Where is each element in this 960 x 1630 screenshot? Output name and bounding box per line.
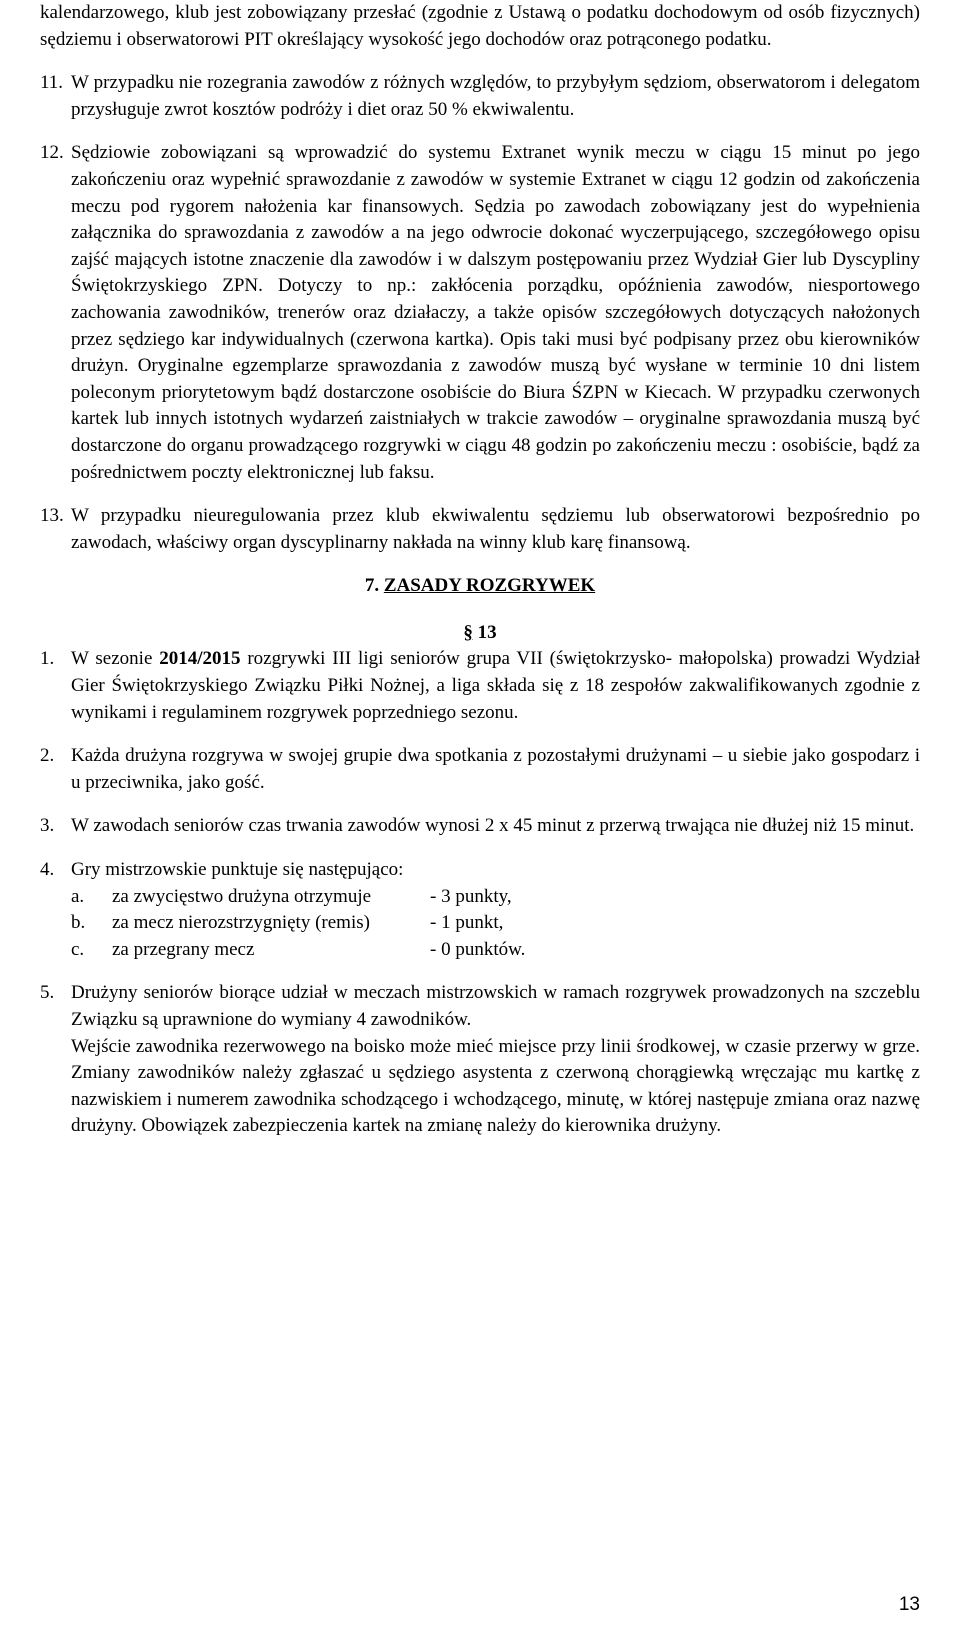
points-row (71, 910, 525, 937)
paragraph-symbol: § (463, 621, 473, 643)
points-description: za przegrany mecz (112, 938, 255, 960)
item-number: 1. (40, 648, 55, 670)
list-item-12 (40, 140, 920, 486)
paragraph-mark (40, 620, 920, 647)
item-text-post: rozgrywki III ligi seniorów grupa VII (świętokrzysko- małopolska) prowadzi Wydział Gier Świętokrzyskiego Związku Piłki Nożnej, a liga składa się z 18 zespołów zakwalifikowanych zgodnie z wynikami i regulaminem rozgrywek poprzedniego sezonu. (71, 648, 920, 723)
item-number: 4. (40, 859, 55, 881)
item-number: 12. (40, 142, 64, 164)
points-value: - 0 punktów. (430, 938, 526, 960)
item-body (71, 980, 920, 1140)
section-heading (40, 573, 920, 600)
item-text: Sędziowie zobowiązani są wprowadzić do systemu Extranet wynik meczu w ciągu 15 minut po jego zakończeniu oraz wypełnić sprawozdanie z zawodów w systemie Extranet w ciągu 12 godzin od zakończenia meczu pod rygorem nałożenia kar finansowych. Sędzia po zawodach zobowiązany jest do wypełnienia załącznika do sprawozdania z zawodów a na jego odwrocie dokonać wyczerpującego, szczegółowego opisu zajść mających istotne znaczenie dla zawodów i w dalszym postępowaniu przez Wydział Gier lub Dyscypliny Świętokrzyskiego ZPN. Dotyczy to np.: zakłócenia porządku, opóźnienia zawodów, niesportowego zachowania zawodników, trenerów oraz działaczy, a także opisów szczegółowych dotyczących nałożonych przez sędziego kar indywidualnych (czerwona kartka). Opis taki musi być podpisany przez obu kierowników drużyn. Oryginalne egzemplarze sprawozdania z zawodów muszą być wysłane w terminie 10 dni listem poleconym priorytetowym bądź dostarczone osobiście do Biura ŚZPN w Kiecach. W przypadku czerwonych kartek lub innych istotnych wydarzeń zaistniałych w trakcie zawodów – oryginalne sprawozdania muszą być dostarczone do organu prowadzącego rozgrywki w ciągu 48 godzin po zakończeniu meczu : osobiście, bądź za pośrednictwem poczty elektronicznej lub faksu. (71, 142, 920, 483)
item-text: Gry mistrzowskie punktuje się następująco: (71, 859, 404, 881)
points-letter: b. (71, 912, 86, 934)
document-page (40, 0, 920, 1140)
points-value: - 1 punkt, (430, 912, 504, 934)
rule-item-3 (40, 813, 920, 840)
item-text: Drużyny seniorów biorące udział w meczach mistrzowskich w ramach rozgrywek prowadzonych na szczeblu Związku są uprawnione do wymiany 4 zawodników. (71, 982, 920, 1030)
points-description: za mecz nierozstrzygnięty (remis) (112, 912, 370, 934)
item-text: Każda drużyna rozgrywa w swojej grupie dwa spotkania z pozostałymi drużynami – u siebie jako gospodarz i u przeciwnika, jako gość. (71, 745, 920, 793)
item-number: 13. (40, 505, 64, 527)
points-letter: a. (71, 885, 85, 907)
paragraph-number: 13 (477, 621, 497, 643)
item-number: 2. (40, 745, 55, 767)
points-description: za zwycięstwo drużyna otrzymuje (112, 885, 372, 907)
list-item-11 (40, 70, 920, 123)
intro-paragraph: kalendarzowego, klub jest zobowiązany przesłać (zgodnie z Ustawą o podatku dochodowym od osób fizycznych) sędziemu i obserwatorowi PIT określający wysokość jego dochodów oraz potrąconego podatku. (40, 2, 920, 50)
item-text: W zawodach seniorów czas trwania zawodów wynosi 2 x 45 minut z przerwą trwająca nie dłużej niż 15 minut. (71, 815, 915, 837)
item-text (71, 646, 920, 726)
item-number: 5. (40, 982, 55, 1004)
item-number: 11. (40, 72, 64, 94)
points-letter: c. (71, 938, 85, 960)
item-number: 3. (40, 815, 55, 837)
item-text-pre: W sezonie (71, 648, 160, 670)
season-text: 2014/2015 (159, 648, 241, 670)
points-table (71, 884, 525, 964)
points-row (71, 884, 525, 911)
item-text-continued: Wejście zawodnika rezerwowego na boisko może mieć miejsce przy linii środkowej, w czasie przerwy w grze. Zmiany zawodników należy zgłaszać u sędziego asystenta z czerwoną chorągiewką wręczając mu kartkę z nazwiskiem i numerem zawodnika schodzącego i wchodzącego, minutę, w której następuje zmiana oraz nazwę drużyny. Obowiązek zabezpieczenia kartek na zmianę należy do kierownika drużyny. (71, 1035, 920, 1137)
rule-item-4 (40, 857, 920, 963)
section-title: ZASADY ROZGRYWEK (383, 575, 596, 597)
section-number: 7. (364, 575, 380, 597)
list-item-13 (40, 503, 920, 556)
rule-item-1 (40, 646, 920, 726)
points-value: - 3 punkty, (430, 885, 512, 907)
rule-item-2 (40, 743, 920, 796)
item-body (71, 857, 920, 963)
rule-item-5 (40, 980, 920, 1140)
item-text: W przypadku nieuregulowania przez klub ekwiwalentu sędziemu lub obserwatorowi bezpośrednio po zawodach, właściwy organ dyscyplinarny nakłada na winny klub karę finansową. (71, 505, 920, 553)
points-row (71, 937, 525, 964)
page-number: 13 (898, 1594, 920, 1615)
item-text: W przypadku nie rozegrania zawodów z różnych względów, to przybyłym sędziom, obserwatorom i delegatom przysługuje zwrot kosztów podróży i diet oraz 50 % ekwiwalentu. (71, 72, 920, 120)
